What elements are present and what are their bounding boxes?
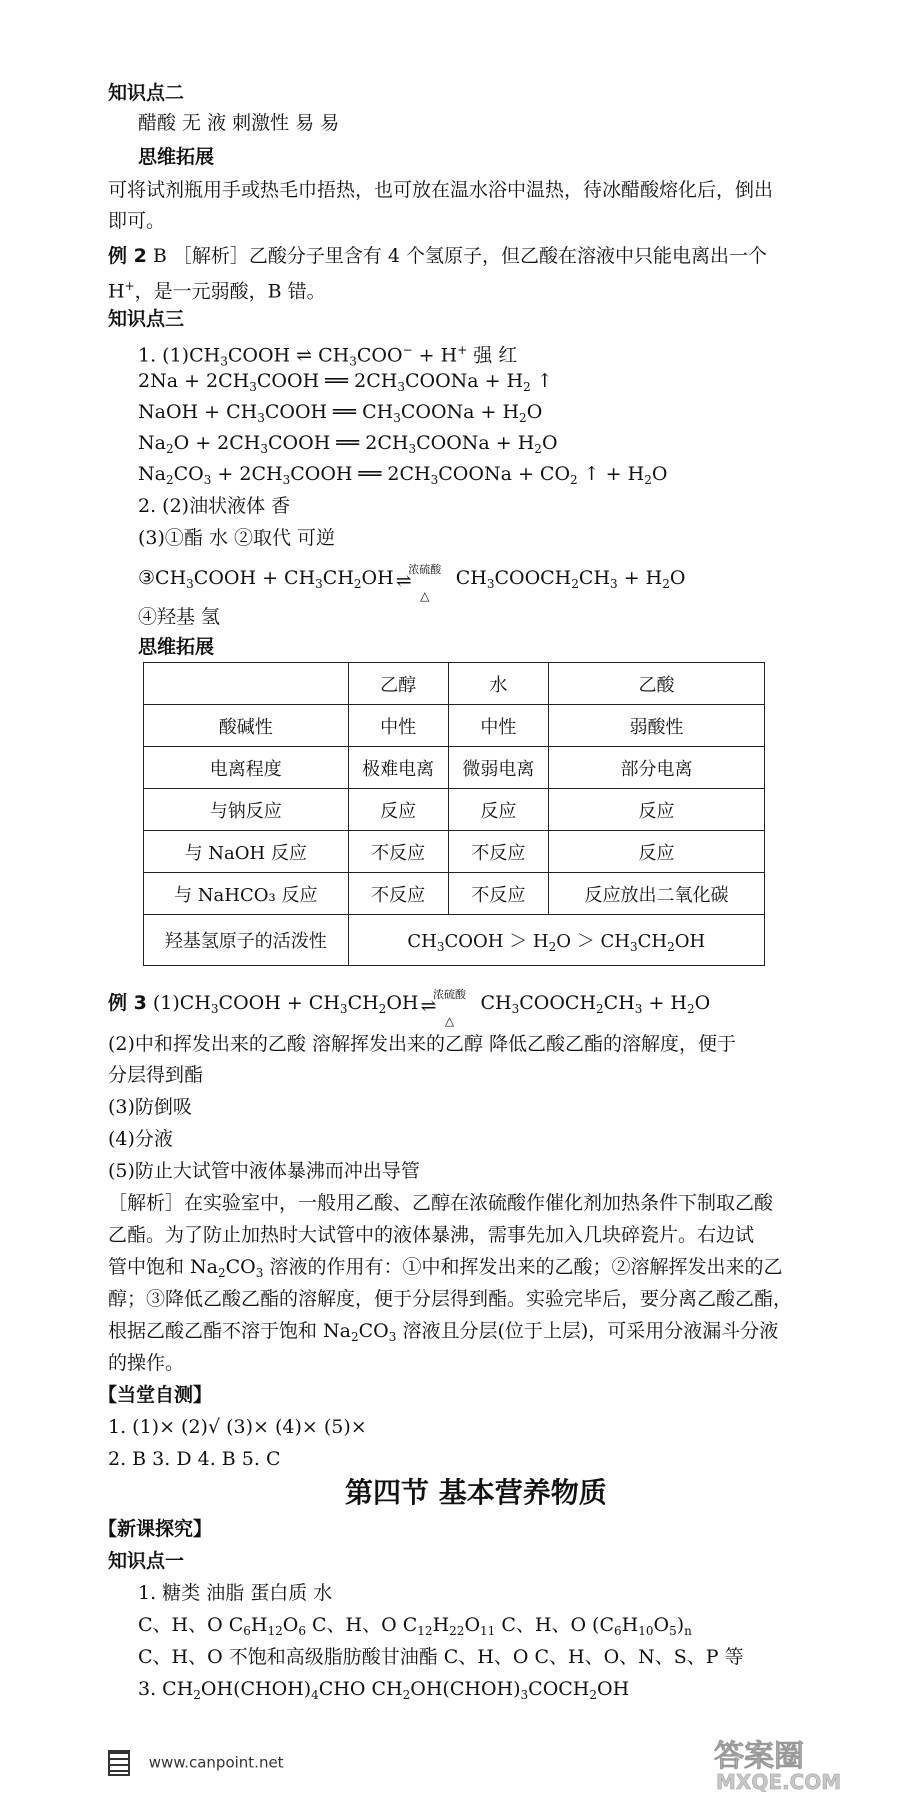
- kp2-think-heading: 思维拓展: [138, 146, 215, 168]
- table-cell: 酸碱性: [144, 705, 349, 747]
- kp3-equation-naoh: NaOH + $CH_3COOH$ ══ $CH_3COONa + H_2O$: [138, 401, 543, 425]
- table-cell: 与 NaOH 反应: [144, 831, 349, 873]
- kp3-esterification-equation: $③CH_3COOH + CH_3CH_2OH$ 浓硫酸 ⇌ △ $CH_3COOCH_2CH_3 + H_2O$: [138, 563, 686, 603]
- example-3-analysis-line1: ［解析］在实验室中，一般用乙酸、乙醇在浓硫酸作催化剂加热条件下制取乙酸: [108, 1192, 774, 1214]
- example-2-text: B ［解析］乙酸分子里含有 4 个氢原子，但乙酸在溶液中只能电离出一个: [152, 245, 768, 267]
- example-2-line1: [108, 243, 767, 269]
- example-3-part3: (3)防倒吸: [108, 1096, 192, 1118]
- watermark-top-text: 答案圈: [714, 1739, 804, 1774]
- table-cell: 电离程度: [144, 747, 349, 789]
- table-cell: 中性: [448, 705, 548, 747]
- table-cell: 与钠反应: [144, 789, 349, 831]
- kp3-heading: 知识点三: [108, 308, 185, 330]
- watermark-logo: [708, 1736, 888, 1792]
- table-header-cell: 水: [448, 663, 548, 705]
- table-cell: 中性: [348, 705, 448, 747]
- table-cell: 与 NaHCO₃ 反应: [144, 873, 349, 915]
- footer-url: www.canpoint.net: [148, 1753, 284, 1772]
- table-cell: 部分电离: [548, 747, 764, 789]
- table-cell: 不反应: [348, 831, 448, 873]
- kp3-equation-na2co3: $Na_2CO_3$ + $2CH_3COOH$ ══ $2CH_3COONa + CO_2$ ↑ + $H_2O$: [138, 463, 668, 487]
- watermark-bottom-text: MXQE.COM: [716, 1770, 842, 1792]
- selftest-answers-1: 1. (1)× (2)√ (3)× (4)× (5)×: [108, 1416, 367, 1438]
- kp3-equation-na2o: $Na_2O$ + $2CH_3COOH$ ══ $2CH_3COONa + H_2O$: [138, 432, 558, 456]
- reaction-arrow: 浓硫酸 ⇌ △: [395, 563, 442, 603]
- kp1-line3: C、H、O 不饱和高级脂肪酸甘油酯 C、H、O C、H、O、N、S、P 等: [138, 1646, 744, 1668]
- table-row: [144, 705, 765, 747]
- example-3-part5: (5)防止大试管中液体暴沸而冲出导管: [108, 1160, 420, 1182]
- example-2-label: 例 2: [108, 245, 147, 267]
- example-3-analysis-line5: 根据乙酸乙酯不溶于饱和 $Na_2CO_3$ 溶液且分层(位于上层)，可采用分液漏斗分液: [108, 1320, 779, 1344]
- table-cell: 反应放出二氧化碳: [548, 873, 764, 915]
- table-header-cell: 乙酸: [548, 663, 764, 705]
- kp1-heading: 知识点一: [108, 1550, 185, 1572]
- kp3-equation-ionization: 1. $(1)CH_3COOH$ ⇌ $CH_3COO^- + H^+$ 强 红: [138, 343, 518, 369]
- table-cell: 不反应: [448, 873, 548, 915]
- table-row: [144, 789, 765, 831]
- table-cell: 反应: [448, 789, 548, 831]
- new-lesson-heading: 【新课探究】: [98, 1518, 213, 1540]
- kp2-think-line1: 可将试剂瓶用手或热毛巾捂热，也可放在温水浴中温热，待冰醋酸熔化后，倒出: [108, 179, 774, 201]
- table-row: [144, 873, 765, 915]
- kp2-heading: 知识点二: [108, 82, 185, 104]
- selftest-answers-2: 2. B 3. D 4. B 5. C: [108, 1448, 281, 1470]
- example-3-part2-line2: 分层得到酯: [108, 1064, 204, 1086]
- table-row: [144, 831, 765, 873]
- kp3-part3: (3)①酯 水 ②取代 可逆: [138, 527, 336, 549]
- section-title: 第四节 基本营养物质: [345, 1476, 607, 1509]
- table-cell: 不反应: [348, 873, 448, 915]
- kp3-think-heading: 思维拓展: [138, 636, 215, 658]
- table-cell: 不反应: [448, 831, 548, 873]
- example-2-line2: H+，是一元弱酸，B 错。: [108, 279, 326, 303]
- example-3-part2-line1: (2)中和挥发出来的乙酸 溶解挥发出来的乙醇 降低乙酸乙酯的溶解度，便于: [108, 1033, 736, 1055]
- example-3-analysis-line3: 管中饱和 $Na_2CO_3$ 溶液的作用有：①中和挥发出来的乙酸；②溶解挥发出来的乙: [108, 1256, 783, 1280]
- example-3-analysis-line4: 醇；③降低乙酸乙酯的溶解度，便于分层得到酯。实验完毕后，要分离乙酸乙酯，: [108, 1288, 793, 1310]
- table-cell-acidity-order: $CH_3COOH > H_2O > CH_3CH_2OH$: [348, 915, 764, 966]
- table-cell: 弱酸性: [548, 705, 764, 747]
- table-cell: 微弱电离: [448, 747, 548, 789]
- kp3-part4: ④羟基 氢: [138, 606, 221, 628]
- example-3-label: 例 3: [108, 992, 147, 1014]
- example-3-analysis-line2: 乙酯。为了防止加热时大试管中的液体暴沸，需事先加入几块碎瓷片。右边试: [108, 1224, 755, 1246]
- table-cell: 反应: [548, 831, 764, 873]
- kp3-part2: 2. (2)油状液体 香: [138, 495, 291, 517]
- footer-link[interactable]: [108, 1750, 284, 1776]
- example-3-equation: 例 3 $(1)CH_3COOH + CH_3CH_2OH$ 浓硫酸 ⇌ △ $CH_3COOCH_2CH_3 + H_2O$: [108, 988, 711, 1028]
- table-cell: 羟基氢原子的活泼性: [144, 915, 349, 966]
- kp1-sugar-formulas: 3. $CH_2OH(CHOH)_4CHO$ $CH_2OH(CHOH)_3COCH_2OH$: [138, 1678, 630, 1702]
- selftest-heading: 【当堂自测】: [98, 1384, 213, 1406]
- table-header-cell: 乙醇: [348, 663, 448, 705]
- kp1-line1: 1. 糖类 油脂 蛋白质 水: [138, 1582, 333, 1604]
- table-cell: 反应: [348, 789, 448, 831]
- kp1-formulas: C、H、O $C_6H_{12}O_6$ C、H、O $C_{12}H_{22}O_{11}$ C、H、O $(C_6H_{10}O_5)_n$: [138, 1614, 692, 1638]
- kp3-equation-sodium: $2Na + 2CH_3COOH$ ══ $2CH_3COONa + H_2$ ↑: [138, 370, 553, 394]
- example-3-analysis-line6: 的操作。: [108, 1352, 185, 1374]
- table-row: [144, 915, 765, 966]
- table-cell: 极难电离: [348, 747, 448, 789]
- example-3-part4: (4)分液: [108, 1128, 173, 1150]
- book-icon: [108, 1750, 130, 1776]
- comparison-table: [143, 662, 765, 966]
- table-cell: 反应: [548, 789, 764, 831]
- table-row: [144, 747, 765, 789]
- table-header-row: [144, 663, 765, 705]
- reaction-arrow: 浓硫酸 ⇌ △: [420, 988, 466, 1028]
- table-header-cell: [144, 663, 349, 705]
- kp2-think-line2: 即可。: [108, 210, 166, 232]
- kp2-answer: 醋酸 无 液 刺激性 易 易: [138, 112, 340, 134]
